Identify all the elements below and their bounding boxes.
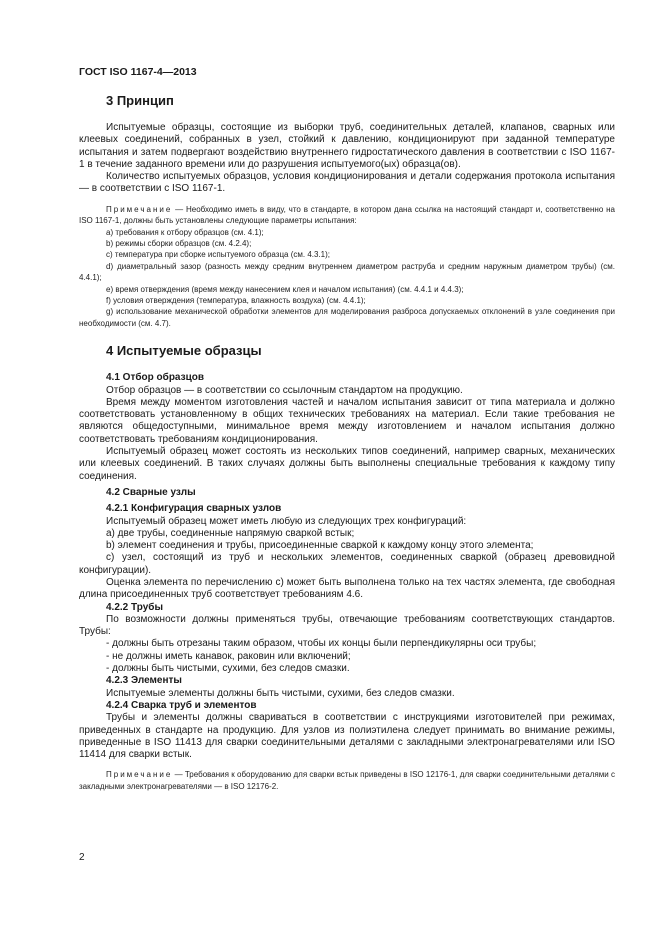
- subsection-4-2-1-tail: Оценка элемента по перечислению с) может быть выполнена только на тех частях элемента, где свободная длина присоединенных труб соответствует требованиям 4.6.: [79, 577, 615, 601]
- subsection-4-2-2-title: 4.2.2 Трубы: [106, 601, 164, 613]
- note-item: c) температура при сборке испытуемого образца (см. 4.3.1);: [106, 250, 330, 260]
- note-item: f) условия отверждения (температура, влажность воздуха) (см. 4.4.1);: [106, 296, 366, 306]
- subsection-4-2-4-title: 4.2.4 Сварка труб и элементов: [106, 699, 257, 711]
- list-item: - не должны иметь канавок, раковин или включений;: [106, 650, 351, 662]
- subsection-4-2-4-text: Трубы и элементы должны свариваться в соответствии с инструкциями изготовителей при режимах, приведенных в стандарте на продукцию. Для узлов из полиэтилена следует принимать во внимание режимы, приведенные в ISO 11413 для сварки соединительными деталями с закладными электронагревателями или ISO 11414 для сварки встык.: [79, 712, 615, 761]
- note-item: b) режимы сборки образцов (см. 4.2.4);: [106, 239, 252, 248]
- note-item: e) время отверждения (время между нанесением клея и началом испытания) (см. 4.4.1 и 4.4.3);: [106, 284, 464, 294]
- subsection-4-1-title: 4.1 Отбор образцов: [106, 372, 204, 384]
- subsection-4-2-1-intro: Испытуемый образец может иметь любую из следующих трех конфигураций:: [106, 515, 467, 527]
- section-4-note: [79, 769, 615, 792]
- subsection-4-2-1-title: 4.2.1 Конфигурация сварных узлов: [106, 503, 282, 515]
- list-item: b) элемент соединения и трубы, присоединенные сваркой к каждому концу этого элемента;: [106, 540, 534, 552]
- note-item: g) использование механической обработки элементов для моделирования разброса допускаемых отклонений в узле соединения при необходимости (см. 4.7).: [79, 307, 615, 328]
- note-label: Примечание: [106, 770, 173, 780]
- subsection-4-2-3-title: 4.2.3 Элементы: [106, 675, 182, 687]
- section-3-note: [79, 204, 615, 227]
- section-3-paragraph-1: Испытуемые образцы, состоящие из выборки труб, соединительных деталей, клапанов, сварных или клеевых соединений, собранных в узел, стойкий к давлению, кондиционируют при заданной температуре испытания и затем подвергают воздействию внутреннего гидростатического давления в соответствии с ISO 1167-1 в течение заданного времени или до разрушения испытуемого(ых) образца(ов).: [79, 122, 615, 170]
- subsection-4-1-paragraph: Испытуемый образец может состоять из нескольких типов соединений, например сварных, механических или клеевых соединений. В таких случаях должны быть выполнены специальные требования к каждому типу соединения.: [79, 446, 615, 482]
- subsection-4-1-paragraph: Отбор образцов — в соответствии со ссылочным стандартом на продукцию.: [106, 384, 463, 396]
- note-item: d) диаметральный зазор (разность между средним внутреннем диаметром раструба и средним наружным диаметром трубы) (см. 4.4.1);: [79, 261, 615, 283]
- note-item: a) требования к отбору образцов (см. 4.1);: [106, 227, 264, 237]
- subsection-4-2-title: 4.2 Сварные узлы: [106, 486, 196, 498]
- list-item: - должны быть отрезаны таким образом, чтобы их концы были перпендикулярны оси трубы;: [106, 638, 537, 650]
- list-item: a) две трубы, соединенные напрямую сваркой встык;: [106, 527, 355, 539]
- section-3-title: 3 Принцип: [106, 93, 174, 108]
- section-3-paragraph-2: Количество испытуемых образцов, условия кондиционирования и детали содержания протокола испытания — в соответствии с ISO 1167-1.: [79, 171, 615, 195]
- subsection-4-1-paragraph: Время между моментом изготовления частей и началом испытания зависит от типа материала и должно соответствовать установленному в общих технических требованиях на материал. Если такие требования не являются общедоступными, минимальное время между изготовлением и началом испытания должно соответствовать требованиям кондиционирования.: [79, 396, 615, 445]
- note-text: — Необходимо иметь в виду, что в стандарте, в котором дана ссылка на настоящий стандарт и, соответственно на ISO 1167-1, должны быть установлены следующие параметры испытания:: [79, 204, 615, 226]
- subsection-4-2-2-intro: По возможности должны применяться трубы, отвечающие требованиям соответствующих стандартов. Трубы:: [79, 613, 615, 638]
- note-label: Примечание: [106, 204, 173, 214]
- list-item: c) узел, состоящий из труб и нескольких элементов, соединенных сваркой (образец древовидной конфигурации).: [79, 552, 615, 576]
- page-number: 2: [79, 852, 85, 863]
- list-item: - должны быть чистыми, сухими, без следов смазки.: [106, 663, 350, 675]
- document-code: ГОСТ ISO 1167-4—2013: [79, 66, 197, 78]
- subsection-4-2-3-text: Испытуемые элементы должны быть чистыми, сухими, без следов смазки.: [106, 687, 455, 699]
- section-4-title: 4 Испытуемые образцы: [106, 343, 262, 359]
- note-text: — Требования к оборудованию для сварки встык приведены в ISO 12176-1, для сварки соединительными деталями с закладными электронагревателями — в ISO 12176-2.: [79, 770, 615, 791]
- page-content: [79, 93, 615, 792]
